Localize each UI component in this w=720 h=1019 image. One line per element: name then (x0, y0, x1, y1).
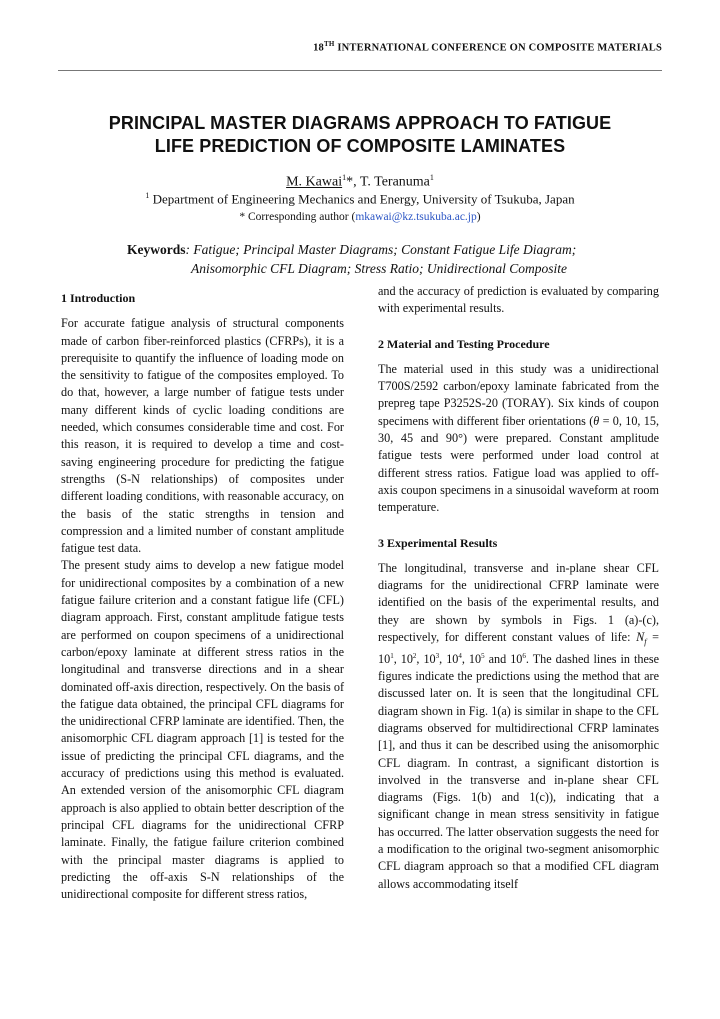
results-text-b: . The dashed lines in these figures indicate the predictions using the method that are discussed later on. It is seen that the longitudinal CFL diagram shown in Fig. 1(a) is similar in shape to the CFL diagrams observed for multidirectional CFRP laminates [1], and thus it can be described using the anisomorphic CFL diagram. In contrast, a significant distortion is involved in the transverse and in-plane shear CFL diagrams (Figs. 1(b) and 1(c)), indicating that a significant change in mean stress sensitivity in fatigue has occurred. The latter observation suggests the need for a modification to the original two-segment anisomorphic CFL diagram approach so that a modified CFL diagram allows accommodating itself (378, 651, 660, 891)
keywords-line-1: : Fatigue; Principal Master Diagrams; Constant Fatigue Life Diagram; (185, 242, 577, 257)
running-header (0, 40, 662, 54)
separator: , 10 (461, 651, 482, 666)
separator: , 10 (393, 651, 413, 666)
header-rule (58, 70, 662, 71)
results-equation: = 10 (378, 630, 660, 666)
conference-number: 18 (313, 42, 325, 54)
introduction-continuation: and the accuracy of prediction is evaluated by comparing with experimental results. (378, 284, 659, 316)
keywords (127, 240, 657, 278)
author-affiliation-mark: 1 (429, 173, 434, 182)
nf-symbol: N (636, 630, 645, 645)
introduction-heading: 1 Introduction (61, 291, 136, 305)
separator: , 10 (416, 651, 436, 666)
results-heading: 3 Experimental Results (378, 535, 498, 550)
exponent: 5 (481, 651, 485, 660)
title-line-1: PRINCIPAL MASTER DIAGRAMS APPROACH TO FATIGUE (108, 113, 612, 133)
keywords-label: Keywords (127, 242, 186, 257)
corresponding-email-link[interactable]: mkawai@kz.tsukuba.ac.jp (355, 211, 477, 223)
title-line-2: LIFE PREDICTION OF COMPOSITE LAMINATES (154, 136, 566, 156)
separator: and 10 (484, 651, 523, 666)
conference-title: INTERNATIONAL CONFERENCE ON COMPOSITE MATERIALS (334, 42, 662, 54)
exponent: 4 (458, 651, 462, 660)
introduction-paragraph-1: For accurate fatigue analysis of structural components made of carbon fiber-reinforced plastics (CFRPs), it is a prerequisite to quantify the influence of loading mode on the sensitivity to fatigue of the composites employed. To do that, however, a large number of fatigue tests under many different kinds of cyclic loading conditions are needed, which consumes considerable time and cost. For this reason, it is required to develop a time and cost-saving engineering procedure for predicting the fatigue strengths (S-N relationships) of composites under different loading conditions, with reasonable accuracy, on the basis of the static strengths in tension and compression and a limited number of constant amplitude fatigue test data. (61, 316, 344, 556)
right-column (378, 283, 659, 893)
nf-subscript: f (644, 637, 647, 647)
corresponding-suffix: ) (476, 211, 481, 223)
material-text-a: The material used in this study was a unidirectional T700S/2592 carbon/epoxy laminate fabricated from the prepreg tape P3252S-20 (TORAY). Six kinds of coupon specimens with different fiber orientations ( (378, 361, 659, 428)
section-gap (378, 318, 659, 336)
conference-number-suffix: TH (324, 40, 335, 48)
author-list (0, 173, 720, 191)
left-column (61, 290, 344, 903)
theta-symbol: θ (593, 413, 600, 428)
affiliation-mark: 1 (145, 191, 150, 200)
results-paragraph (378, 560, 659, 893)
keywords-line-2: Anisomorphic CFL Diagram; Stress Ratio; Unidirectional Composite (191, 261, 567, 276)
results-text-a: The longitudinal, transverse and in-plane shear CFL diagrams for the unidirectional CFRP laminate were identified on the basis of the experimental results, and they are shown by symbols in Figs. 1 (a)-(c), respectively, for different constant values of life: (378, 560, 659, 645)
material-heading: 2 Material and Testing Procedure (378, 336, 550, 351)
exponent: 1 (390, 651, 394, 660)
material-paragraph (378, 361, 659, 517)
section-gap (378, 517, 659, 535)
exponent: 6 (522, 651, 526, 660)
author-teranuma: *, T. Teranuma (346, 174, 430, 190)
corresponding-prefix: * Corresponding author ( (239, 211, 356, 223)
affiliation-text: Department of Engineering Mechanics and Energy, University of Tsukuba, Japan (149, 191, 575, 207)
introduction-paragraph-2: The present study aims to develop a new fatigue model for unidirectional composites by a combination of a new fatigue failure criterion and a constant fatigue life (CFL) diagram approach. First, constant amplitude fatigue tests are performed on coupon specimens of a unidirectional carbon/epoxy laminate at different stress ratios in the longitudinal and transverse directions and in a shear dominated off-axis direction, respectively. On the basis of the fatigue data obtained, the principal CFL diagrams for the unidirectional CFRP laminate are identified. Then, the anisomorphic CFL diagram approach [1] is tested for the issue of predicting the principal CFL diagrams, and the accuracy of predictions using this method is evaluated. An extended version of the anisomorphic CFL diagram approach is also applied to obtain better description of the principal CFL diagrams for the unidirectional CFRP laminate. Finally, the fatigue failure criterion combined with the principal master diagrams is applied to predicting the off-axis S-N relationships of the unidirectional composite for different stress ratios, (61, 558, 344, 902)
exponent: 2 (412, 651, 417, 660)
exponent: 3 (435, 651, 440, 660)
author-affiliation-mark: 1 (342, 173, 347, 182)
affiliation (0, 191, 720, 207)
corresponding-author (0, 211, 720, 223)
author-kawai: M. Kawai (286, 174, 343, 190)
material-text-b: = 0, 10, 15, 30, 45 and 90°) were prepared. Constant amplitude fatigue tests were performed under load control at different stress ratios. Fatigue load was applied to off-axis coupon specimens in a sinusoidal waveform at room temperature. (378, 413, 659, 515)
separator: , 10 (439, 651, 459, 666)
paper-title (60, 112, 660, 158)
